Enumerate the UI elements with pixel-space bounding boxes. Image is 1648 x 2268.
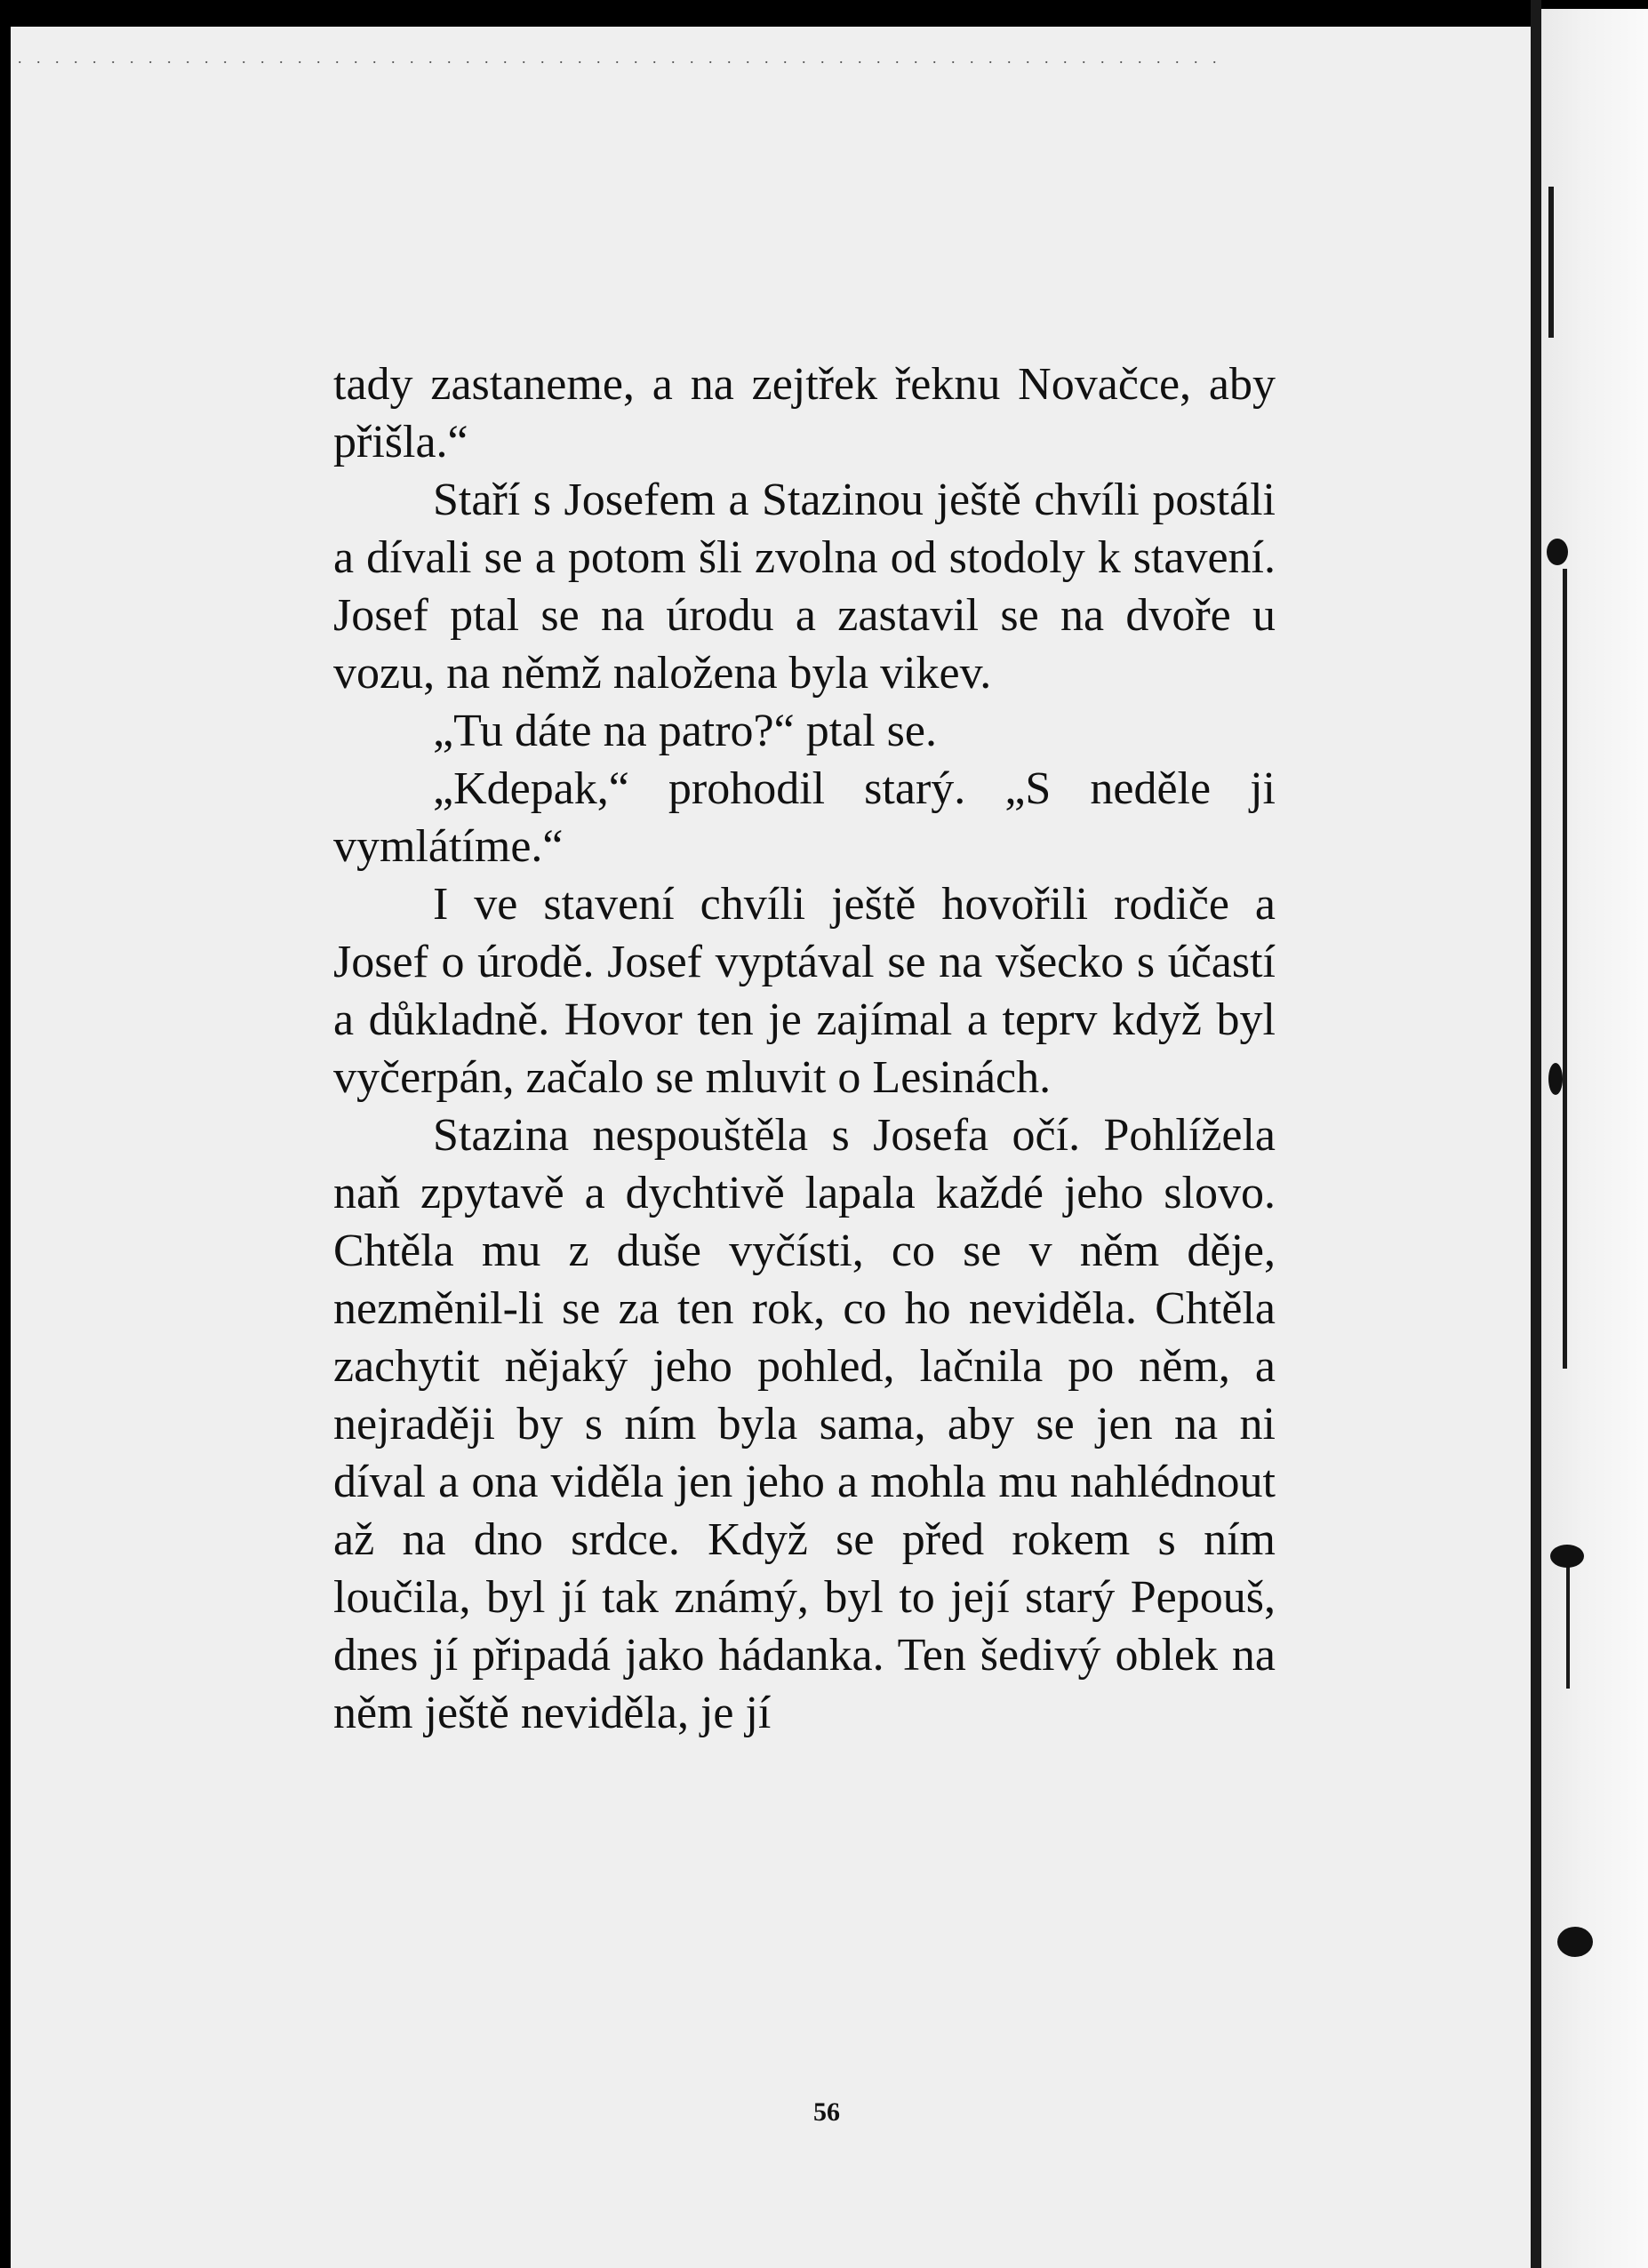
paragraph-1: tady zastaneme, a na zejtřek řeknu Novačce, aby přišla.“	[333, 359, 1276, 467]
paragraph-4: „Kdepak,“ prohodil starý. „S neděle ji vymlátíme.“	[333, 763, 1276, 872]
paragraph-6: Stazina nespouštěla s Josefa očí. Pohlížela naň zpytavě a dychtivě lapala každé jeho slovo. Chtěla mu z duše vyčísti, co se v něm děje, nezměnil-li se za ten rok, co ho neviděla. Chtěla zachytit nějaký jeho pohled, lačnila po něm, a nejraději by s ním byla sama, aby se jen na ni díval a ona viděla jen jeho a mohla mu nahlédnout až na dno srdce. Když se před rokem s ním loučila, byl jí tak známý, byl to její starý Pepouš, dnes jí připadá jako hádanka. Ten šedivý oblek na něm ještě neviděla, je jí	[333, 1110, 1276, 1738]
ink-blot	[1550, 1545, 1584, 1568]
paragraph-2: Staří s Josefem a Stazinou ještě chvíli postáli a dívali se a potom šli zvolna od stodoly k stavení. Josef ptal se na úrodu a zastavil se na dvoře u vozu, na němž naložena byla vikev.	[333, 475, 1276, 699]
body-text	[333, 355, 1276, 1742]
top-edge-specks: . . . . . . . . . . . . . . . . . . . . . . . . . . . . . . . . . . . . . . . . . . . . . . . . . . . . . . . . . . . . . . . . .	[18, 49, 1222, 67]
edge-mark	[1563, 569, 1567, 1369]
page-number: 56	[813, 2097, 840, 2127]
ink-blot	[1547, 539, 1568, 565]
paragraph-5: I ve stavení chvíli ještě hovořili rodiče a Josef o úrodě. Josef vyptával se na všecko s účastí a důkladně. Hovor ten je zajímal a teprv když byl vyčerpán, začalo se mluvit o Lesinách.	[333, 879, 1276, 1103]
ink-blot	[1548, 1063, 1563, 1095]
edge-mark	[1548, 187, 1554, 338]
binding-line	[1531, 0, 1541, 2268]
ink-blot	[1557, 1927, 1593, 1957]
paragraph-3: „Tu dáte na patro?“ ptal se.	[433, 706, 937, 756]
page-edge	[1541, 9, 1648, 2268]
edge-mark	[1566, 1564, 1570, 1689]
